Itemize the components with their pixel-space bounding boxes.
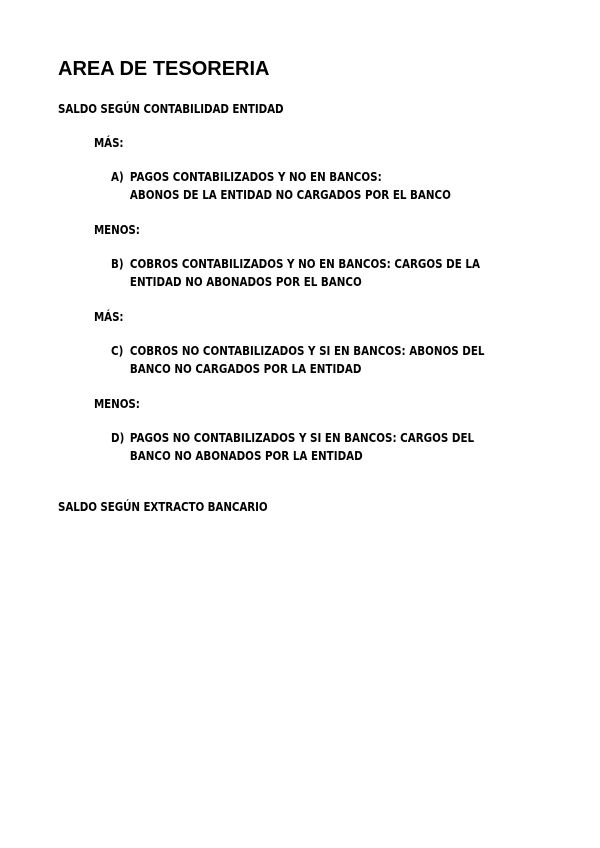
- item-text: [130, 429, 474, 465]
- saldo-extracto-label: SALDO SEGÚN EXTRACTO BANCARIO: [58, 500, 268, 514]
- item-line-1: PAGOS NO CONTABILIZADOS Y SI EN BANCOS: CARGOS DEL: [129, 431, 475, 445]
- item-line-2: BANCO NO CARGADOS POR LA ENTIDAD: [129, 362, 362, 376]
- item-line-1: COBROS CONTABILIZADOS Y NO EN BANCOS: CARGOS DE LA: [129, 257, 480, 271]
- item-letter: B): [111, 257, 124, 271]
- section-heading-mas-c: MÁS:: [94, 310, 124, 324]
- page-title: AREA DE TESORERIA: [58, 58, 270, 80]
- section-heading-mas-a: MÁS:: [94, 136, 124, 150]
- section-heading-menos-d: MENOS:: [94, 397, 140, 411]
- item-letter: D): [111, 431, 125, 445]
- item-letter: A): [111, 170, 124, 184]
- item-line-1: COBROS NO CONTABILIZADOS Y SI EN BANCOS: ABONOS DEL: [129, 344, 485, 358]
- item-line-2: ABONOS DE LA ENTIDAD NO CARGADOS POR EL BANCO: [129, 188, 451, 202]
- item-text: [130, 255, 480, 291]
- item-line-2: BANCO NO ABONADOS POR LA ENTIDAD: [129, 449, 363, 463]
- item-text: [130, 168, 451, 204]
- item-line-1: PAGOS CONTABILIZADOS Y NO EN BANCOS:: [129, 170, 382, 184]
- section-heading-menos-b: MENOS:: [94, 223, 140, 237]
- item-text: [130, 342, 485, 378]
- item-letter: C): [111, 344, 124, 358]
- item-line-2: ENTIDAD NO ABONADOS POR EL BANCO: [129, 275, 362, 289]
- saldo-contabilidad-label: SALDO SEGÚN CONTABILIDAD ENTIDAD: [58, 102, 284, 116]
